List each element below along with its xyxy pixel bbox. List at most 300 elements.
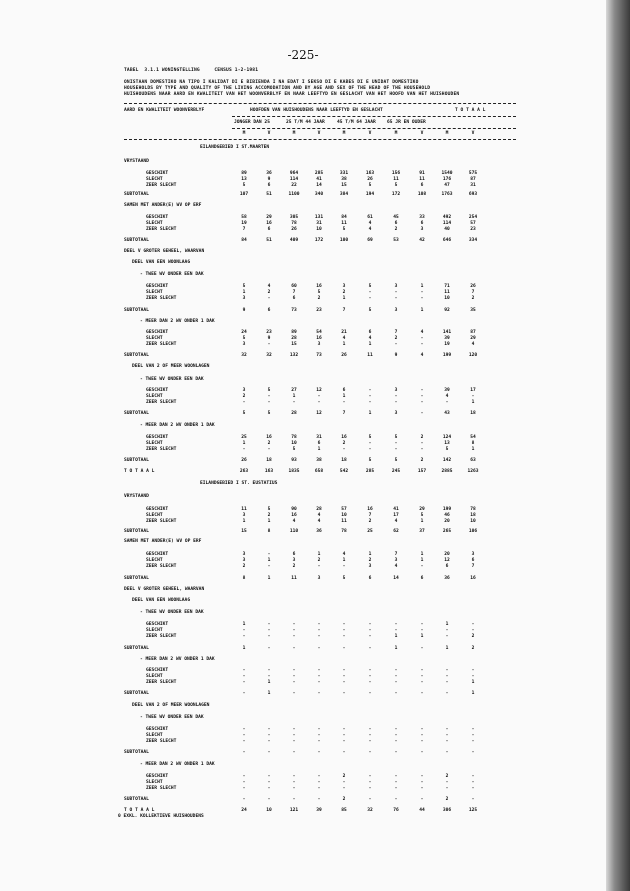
table-cell: 11 — [341, 519, 347, 524]
sex-v-3: V — [368, 131, 372, 136]
table-cell: - — [292, 774, 296, 779]
table-cell: 19 — [444, 342, 450, 347]
table-cell: 3 — [394, 284, 398, 289]
row-label: SAMEN MET ANDER(E) WV OP ERF — [124, 539, 202, 544]
table-cell: 1 — [342, 296, 346, 301]
table-cell: - — [394, 797, 398, 802]
row-label: SUBTOTAAL — [124, 238, 149, 243]
rule-sub — [232, 128, 516, 129]
table-cell: 16 — [470, 576, 476, 581]
table-cell: 254 — [468, 215, 478, 220]
table-cell: 5 — [445, 447, 449, 452]
table-cell: 4 — [292, 519, 296, 524]
row-label: - TWEE WV ONDER EEN DAK — [140, 272, 204, 277]
table-cell: 29 — [266, 215, 272, 220]
table-cell: - — [368, 680, 372, 685]
row-label: - MEER DAN 2 WV ONDER 1 DAK — [140, 762, 215, 767]
table-cell: 305 — [289, 215, 299, 220]
table-cell: - — [420, 691, 424, 696]
sex-v-1: V — [267, 131, 271, 136]
table-cell: 16 — [291, 513, 297, 518]
table-cell: 306 — [442, 808, 452, 813]
table-cell: - — [342, 634, 346, 639]
table-cell: 2 — [445, 797, 449, 802]
table-cell: 12 — [316, 388, 322, 393]
table-cell: - — [445, 634, 449, 639]
table-cell: 964 — [289, 171, 299, 176]
table-cell: 114 — [442, 221, 452, 226]
table-cell: 1 — [242, 519, 246, 524]
table-cell: - — [420, 400, 424, 405]
table-cell: 3 — [242, 558, 246, 563]
table-row — [0, 260, 606, 267]
table-cell: 16 — [266, 435, 272, 440]
row-label: SLECHT — [146, 290, 163, 295]
table-cell: - — [420, 774, 424, 779]
table-cell: 17 — [393, 513, 399, 518]
table-cell: 15 — [291, 342, 297, 347]
table-cell: 2 — [471, 634, 475, 639]
table-cell: 26 — [470, 284, 476, 289]
table-cell: 1 — [242, 646, 246, 651]
table-cell: 32 — [367, 808, 373, 813]
table-cell: - — [420, 733, 424, 738]
table-cell: - — [368, 628, 372, 633]
table-cell: 3 — [368, 564, 372, 569]
row-label: GESCHIKT — [146, 435, 169, 440]
table-row — [0, 319, 606, 326]
table-cell: - — [394, 400, 398, 405]
row-label: GESCHIKT — [146, 507, 169, 512]
table-cell: 91 — [419, 171, 425, 176]
table-cell: 17 — [470, 388, 476, 393]
table-row — [0, 739, 606, 746]
table-cell: - — [342, 733, 346, 738]
row-label: ZEER SLECHT — [146, 564, 177, 569]
table-cell: 1 — [420, 552, 424, 557]
table-cell: - — [394, 296, 398, 301]
row-label: GESCHIKT — [146, 284, 169, 289]
table-cell: - — [394, 441, 398, 446]
row-label: SUBTOTAAL — [124, 750, 149, 755]
table-cell: - — [317, 797, 321, 802]
table-cell: - — [445, 739, 449, 744]
table-cell: 6 — [292, 296, 296, 301]
table-row — [0, 703, 606, 710]
table-cell: - — [292, 646, 296, 651]
table-cell: 10 — [444, 296, 450, 301]
table-cell: - — [394, 394, 398, 399]
row-label: - MEER DAN 2 WV ONDER 1 DAK — [140, 319, 215, 324]
table-cell: - — [267, 674, 271, 679]
table-row — [0, 576, 606, 583]
table-cell: 2 — [242, 394, 246, 399]
table-cell: 3 — [394, 388, 398, 393]
table-cell: 646 — [442, 238, 452, 243]
table-row — [0, 762, 606, 769]
table-cell: 6 — [394, 221, 398, 226]
section-title-st-maarten: EILANDGEBIED I ST.MAARTEN — [200, 145, 270, 150]
table-cell: 120 — [468, 353, 478, 358]
table-cell: 25 — [241, 435, 247, 440]
table-cell: 6 — [445, 564, 449, 569]
table-cell: 5 — [368, 183, 372, 188]
table-cell: 73 — [291, 308, 297, 313]
table-cell: 5 — [342, 576, 346, 581]
table-cell: - — [368, 394, 372, 399]
table-cell: 78 — [291, 221, 297, 226]
table-cell: 1 — [342, 394, 346, 399]
row-label: SLECHT — [146, 177, 163, 182]
table-cell: 24 — [241, 808, 247, 813]
table-cell: - — [445, 727, 449, 732]
table-cell: 1763 — [441, 192, 453, 197]
table-cell: - — [445, 691, 449, 696]
row-label: SLECHT — [146, 780, 163, 785]
table-cell: 3 — [317, 576, 321, 581]
table-cell: 46 — [444, 513, 450, 518]
table-cell: 2 — [342, 441, 346, 446]
table-cell: 6 — [292, 552, 296, 557]
table-cell: 39 — [316, 808, 322, 813]
table-cell: 4 — [368, 227, 372, 232]
table-cell: 1 — [471, 691, 475, 696]
table-cell: - — [445, 680, 449, 685]
row-label: ZEER SLECHT — [146, 739, 177, 744]
row-label: SLECHT — [146, 513, 163, 518]
table-cell: 28 — [291, 336, 297, 341]
table-cell: 6 — [342, 388, 346, 393]
table-cell: 6 — [420, 183, 424, 188]
head-age-2: 25 T/M 44 JAAR — [286, 120, 325, 125]
table-cell: 2 — [242, 564, 246, 569]
table-cell: 10 — [266, 808, 272, 813]
table-cell: - — [471, 786, 475, 791]
table-cell: 5 — [368, 435, 372, 440]
row-label: SLECHT — [146, 628, 163, 633]
table-cell: 2 — [471, 646, 475, 651]
table-cell: 16 — [266, 221, 272, 226]
table-cell: 5 — [267, 507, 271, 512]
table-cell: - — [317, 780, 321, 785]
table-cell: - — [267, 727, 271, 732]
row-label: GESCHIKT — [146, 727, 169, 732]
table-cell: 3 — [242, 552, 246, 557]
table-cell: 2 — [317, 558, 321, 563]
table-cell: - — [420, 727, 424, 732]
sex-m-total: M — [445, 131, 449, 136]
table-row — [0, 797, 606, 804]
table-cell: - — [368, 739, 372, 744]
table-cell: - — [242, 674, 246, 679]
table-cell: 1 — [394, 634, 398, 639]
table-cell: 131 — [314, 215, 324, 220]
table-cell: 61 — [367, 215, 373, 220]
row-label: T O T A A L — [124, 469, 155, 474]
table-cell: - — [394, 750, 398, 755]
table-cell: 1 — [471, 447, 475, 452]
row-label: DEEL V GROTER GEHEEL, WAARVAN — [124, 249, 205, 254]
table-cell: 245 — [391, 469, 401, 474]
row-label: SLECHT — [146, 441, 163, 446]
table-cell: - — [242, 739, 246, 744]
table-cell: - — [292, 733, 296, 738]
table-cell: 89 — [241, 171, 247, 176]
table-cell: 7 — [394, 330, 398, 335]
table-cell: 141 — [442, 330, 452, 335]
table-cell: 7 — [292, 290, 296, 295]
table-cell: - — [267, 564, 271, 569]
table-cell: - — [445, 780, 449, 785]
table-cell: - — [471, 674, 475, 679]
table-row — [0, 494, 606, 501]
table-cell: 1 — [420, 634, 424, 639]
table-cell: 53 — [393, 238, 399, 243]
table-row — [0, 634, 606, 641]
table-cell: 11 — [393, 177, 399, 182]
table-cell: 5 — [368, 458, 372, 463]
table-cell: - — [342, 674, 346, 679]
row-label: - TWEE WV ONDER EEN DAK — [140, 377, 204, 382]
table-cell: - — [267, 447, 271, 452]
row-label: SUBTOTAAL — [124, 529, 149, 534]
table-cell: 89 — [291, 330, 297, 335]
table-cell: 84 — [341, 215, 347, 220]
table-cell: 194 — [365, 192, 375, 197]
table-cell: - — [445, 400, 449, 405]
table-cell: 11 — [419, 177, 425, 182]
table-cell: - — [267, 296, 271, 301]
table-cell: 26 — [241, 458, 247, 463]
table-cell: 8 — [471, 441, 475, 446]
table-cell: - — [368, 691, 372, 696]
table-row — [0, 377, 606, 384]
table-cell: - — [292, 674, 296, 679]
table-cell: 107 — [239, 192, 249, 197]
table-row — [0, 646, 606, 653]
table-cell: - — [242, 780, 246, 785]
row-label: ZEER SLECHT — [146, 342, 177, 347]
table-cell: 18 — [266, 458, 272, 463]
row-label: ZEER SLECHT — [146, 447, 177, 452]
table-cell: - — [267, 342, 271, 347]
table-cell: 263 — [239, 469, 249, 474]
table-cell: - — [267, 774, 271, 779]
table-cell: - — [394, 668, 398, 673]
table-cell: 1 — [368, 342, 372, 347]
table-cell: - — [242, 400, 246, 405]
table-cell: - — [420, 680, 424, 685]
table-row — [0, 691, 606, 698]
rule-mid — [232, 116, 516, 117]
table-cell: - — [471, 739, 475, 744]
table-cell: - — [317, 622, 321, 627]
table-cell: 31 — [470, 183, 476, 188]
table-cell: - — [420, 780, 424, 785]
table-cell: 5 — [242, 336, 246, 341]
sex-m-3: M — [342, 131, 346, 136]
row-label: DEEL VAN 2 OF MEER WOONLAGEN — [132, 703, 210, 708]
table-cell: 4 — [420, 330, 424, 335]
table-cell: 32 — [241, 353, 247, 358]
table-cell: - — [420, 411, 424, 416]
table-cell: 5 — [242, 411, 246, 416]
table-cell: 69 — [367, 238, 373, 243]
table-cell: 3 — [242, 296, 246, 301]
table-cell: - — [420, 388, 424, 393]
table-cell: 37 — [419, 529, 425, 534]
table-cell: 39 — [444, 336, 450, 341]
table-cell: 16 — [367, 507, 373, 512]
table-row — [0, 423, 606, 430]
row-label: - MEER DAN 2 WV ONDER 1 DAK — [140, 423, 215, 428]
table-cell: 2 — [394, 336, 398, 341]
row-label: DEEL V GROTER GEHEEL, WAARVAN — [124, 587, 205, 592]
table-cell: 16 — [316, 336, 322, 341]
table-cell: - — [292, 668, 296, 673]
table-cell: 11 — [241, 507, 247, 512]
table-cell: 13 — [444, 441, 450, 446]
table-cell: 23 — [266, 330, 272, 335]
table-cell: 2 — [420, 435, 424, 440]
table-cell: 6 — [471, 558, 475, 563]
table-cell: 44 — [419, 808, 425, 813]
row-label: ZEER SLECHT — [146, 680, 177, 685]
table-cell: 62 — [393, 529, 399, 534]
table-cell: 43 — [444, 411, 450, 416]
table-cell: 38 — [341, 177, 347, 182]
head-sex-row — [0, 131, 606, 138]
title-papiamentu: ONISTAAN DOMESTIKO NA TIPO I KALIDAT DI E BIBIENDA I NA EDAT I SEKSO DI E KABES DI E UNIDAT DOMESTIKO — [124, 80, 419, 85]
section-title-st-eustatius: EILANDGEBIED I ST. EUSTATIUS — [200, 481, 278, 486]
table-cell: 28 — [316, 507, 322, 512]
table-cell: 6 — [267, 308, 271, 313]
table-cell: 1 — [242, 290, 246, 295]
row-label: GESCHIKT — [146, 622, 169, 627]
table-cell: - — [445, 786, 449, 791]
table-cell: 2 — [420, 458, 424, 463]
table-cell: - — [368, 290, 372, 295]
table-cell: - — [368, 727, 372, 732]
table-cell: - — [420, 668, 424, 673]
table-cell: 3 — [242, 342, 246, 347]
table-cell: - — [394, 774, 398, 779]
row-label: ZEER SLECHT — [146, 519, 177, 524]
table-row — [0, 447, 606, 454]
table-cell: 2 — [471, 296, 475, 301]
table-cell: 3 — [394, 558, 398, 563]
table-row — [0, 238, 606, 245]
table-cell: - — [317, 786, 321, 791]
scan-edge-shadow — [606, 0, 630, 891]
table-cell: 8 — [267, 529, 271, 534]
table-cell: - — [471, 750, 475, 755]
row-label: SUBTOTAAL — [124, 576, 149, 581]
table-cell: - — [267, 733, 271, 738]
table-cell: - — [292, 400, 296, 405]
table-cell: 2885 — [441, 469, 453, 474]
table-cell: 93 — [291, 458, 297, 463]
table-cell: 3 — [471, 552, 475, 557]
table-cell: 5 — [267, 388, 271, 393]
table-cell: 4 — [420, 353, 424, 358]
table-cell: - — [267, 552, 271, 557]
table-cell: - — [317, 727, 321, 732]
table-cell: 6 — [420, 221, 424, 226]
table-cell: 11 — [367, 353, 373, 358]
table-cell: 1 — [242, 441, 246, 446]
table-row — [0, 519, 606, 526]
table-cell: - — [292, 786, 296, 791]
table-cell: 7 — [242, 227, 246, 232]
table-cell: 1 — [445, 646, 449, 651]
table-cell: - — [242, 447, 246, 452]
table-cell: 71 — [444, 284, 450, 289]
table-cell: 7 — [471, 564, 475, 569]
table-row — [0, 786, 606, 793]
table-cell: - — [242, 733, 246, 738]
row-label: GESCHIKT — [146, 668, 169, 673]
table-cell: 1 — [420, 308, 424, 313]
table-row — [0, 159, 606, 166]
table-cell: 51 — [266, 192, 272, 197]
table-cell: - — [317, 750, 321, 755]
row-label: ZEER SLECHT — [146, 227, 177, 232]
table-cell: - — [267, 394, 271, 399]
table-cell: - — [471, 733, 475, 738]
table-cell: - — [267, 786, 271, 791]
table-cell: 76 — [393, 808, 399, 813]
table-cell: 18 — [470, 411, 476, 416]
table-cell: 22 — [291, 183, 297, 188]
table-cell: 6 — [267, 227, 271, 232]
table-cell: 6 — [368, 330, 372, 335]
table-cell: - — [394, 342, 398, 347]
row-label: ZEER SLECHT — [146, 634, 177, 639]
row-label: SLECHT — [146, 733, 163, 738]
table-cell: - — [317, 646, 321, 651]
head-age-3: 45 T/M 64 JAAR — [337, 120, 376, 125]
table-cell: 4 — [342, 552, 346, 557]
table-cell: - — [317, 394, 321, 399]
table-cell: 31 — [316, 435, 322, 440]
table-cell: - — [267, 739, 271, 744]
table-cell: 78 — [291, 435, 297, 440]
table-cell: 23 — [470, 227, 476, 232]
table-cell: 1 — [317, 447, 321, 452]
table-cell: 1100 — [288, 192, 300, 197]
footnote: 0 EXKL. KOLLEKTIEVE HUISHOUDENS — [118, 814, 204, 819]
table-cell: 54 — [316, 330, 322, 335]
table-cell: - — [471, 394, 475, 399]
table-cell: 45 — [393, 215, 399, 220]
table-cell: - — [420, 290, 424, 295]
table-cell: 1 — [368, 411, 372, 416]
table-row — [0, 469, 606, 476]
table-cell: 3 — [394, 411, 398, 416]
table-cell: - — [342, 628, 346, 633]
table-cell: 340 — [314, 192, 324, 197]
table-cell: 35 — [470, 308, 476, 313]
table-cell: 4 — [267, 284, 271, 289]
table-cell: - — [368, 400, 372, 405]
table-cell: 7 — [368, 513, 372, 518]
table-cell: - — [420, 447, 424, 452]
table-cell: - — [292, 727, 296, 732]
table-cell: - — [394, 674, 398, 679]
table-cell: 1 — [471, 680, 475, 685]
table-cell: - — [242, 628, 246, 633]
